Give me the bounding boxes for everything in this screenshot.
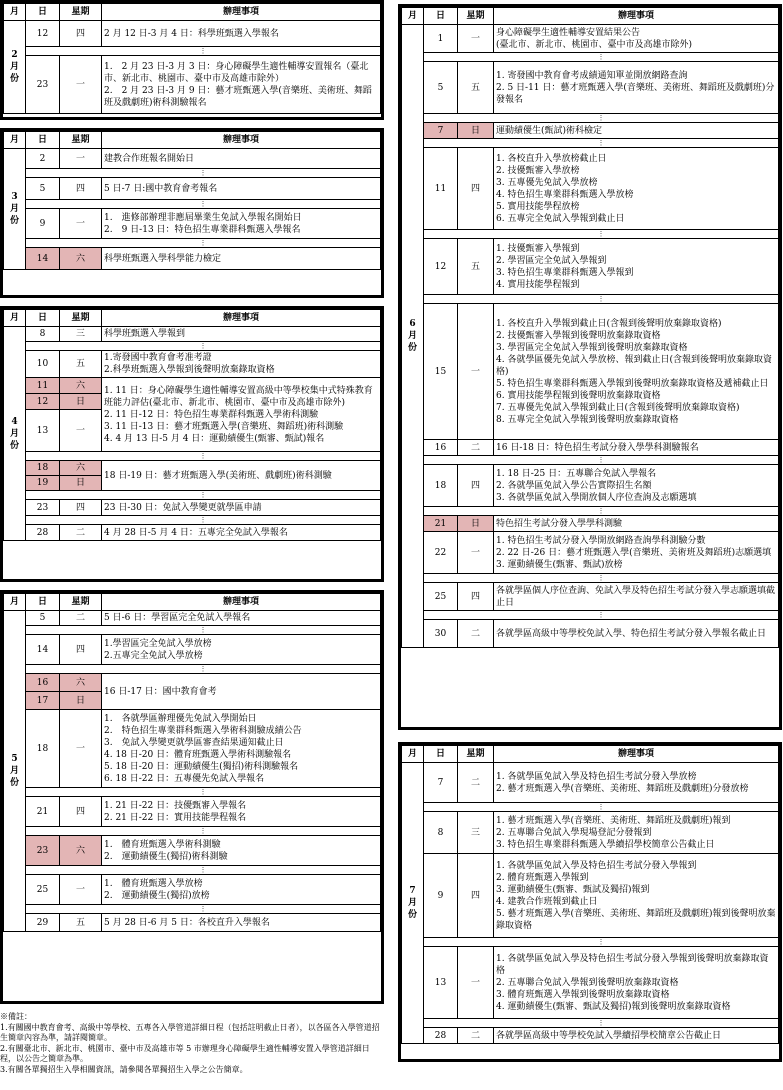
header-day: 日	[424, 746, 458, 763]
event-item: 2. 運動績優生(獨招)放榜	[104, 890, 210, 901]
date-cell: 9	[424, 854, 458, 938]
event-item: 3. 體育班甄選入學報到後聲明放棄錄取資格	[496, 989, 670, 1000]
event-item: 4. 18 日-20 日：體育班甄選入學術科測驗報名	[104, 749, 292, 760]
weekday-cell: 三	[60, 327, 102, 342]
remark-item: 1.有關國中教育會考、高級中等學校、五專各入學管道詳細日程（包括註明截止日者），以各區各入學管道招生簡章內容為準，請詳閱簡章。	[0, 1022, 380, 1042]
event-cell	[494, 465, 779, 507]
event-item: 2. 學習區完全免試入學報到	[496, 255, 607, 266]
weekday-cell: 日	[60, 394, 102, 410]
event-cell: 2 月 12 日-3 月 4 日：科學班甄選入學報名	[102, 21, 381, 47]
event-item: 5. 18 日-20 日：運動績優生(獨招)術科測驗報名	[104, 761, 299, 772]
weekday-cell: 一	[60, 710, 102, 788]
month-label: 3 月 份	[4, 149, 26, 270]
event-item: 1. 各就學區免試入學及特色招生考試分發入學報到後聲明放棄錄取資格	[496, 953, 769, 976]
event-item: 1. 各就學區免試入學及特色招生考試分發入學放榜	[496, 771, 697, 782]
header-month: 月	[4, 132, 26, 149]
weekday-cell: 四	[458, 854, 494, 938]
march-table	[0, 128, 384, 298]
weekday-cell: 五	[60, 351, 102, 378]
ellipsis-row: ⋮	[26, 827, 381, 836]
date-cell: 17	[26, 692, 60, 710]
ellipsis-row: ⋮	[26, 516, 381, 525]
header-month: 月	[402, 746, 424, 763]
event-cell: 4 月 28 日-5 月 4 日：五專完全免試入學報名	[102, 525, 381, 541]
june-table	[398, 4, 782, 730]
event-item: 4. 建教合作班報到截止日	[496, 896, 598, 907]
date-cell: 25	[424, 583, 458, 611]
event-item: 1. 寄發國中教育會考成績通知單並開放網路查詢	[496, 70, 688, 81]
date-cell: 22	[424, 532, 458, 574]
event-item: 3. 運動績優生(甄審、甄試)放榜	[496, 559, 623, 570]
weekday-cell: 二	[60, 525, 102, 541]
weekday-cell: 二	[458, 763, 494, 803]
header-items: 辦理事項	[102, 310, 381, 327]
event-item: 4. 實用技能學程報到	[496, 279, 580, 290]
date-cell: 23	[26, 836, 60, 866]
event-item: 1. 體育班甄選入學放榜	[104, 878, 203, 889]
event-cell	[102, 797, 381, 827]
weekday-cell: 四	[60, 635, 102, 665]
weekday-cell: 六	[60, 378, 102, 394]
date-cell: 5	[424, 62, 458, 114]
event-item: 3. 五專優先免試入學放榜	[496, 177, 598, 188]
header-day: 日	[26, 310, 60, 327]
event-item: 2. 11 日-12 日：特色招生專業群科甄選入學術科測驗	[104, 409, 319, 420]
event-cell: 23 日-30 日：免試入學變更就學區申請	[102, 500, 381, 516]
date-cell: 18	[26, 461, 60, 476]
header-weekday: 星期	[458, 746, 494, 763]
weekday-cell: 日	[60, 692, 102, 710]
ellipsis-row: ⋮	[26, 626, 381, 635]
february-table	[0, 0, 384, 120]
header-weekday: 星期	[60, 310, 102, 327]
ellipsis-row: ⋮	[424, 1019, 779, 1028]
event-item: 2. 22 日-26 日：藝才班甄選入學(音樂班、美術班及舞蹈班)志願選填	[496, 547, 772, 558]
event-item: 7. 五專優先免試入學報到截止日(含報到後聲明放棄錄取資格)	[496, 402, 740, 413]
weekday-cell: 一	[458, 532, 494, 574]
weekday-cell: 五	[458, 62, 494, 114]
weekday-cell: 日	[60, 476, 102, 491]
event-cell	[494, 854, 779, 938]
weekday-cell: 一	[60, 56, 102, 114]
ellipsis-row: ⋮	[424, 139, 779, 148]
event-item: 1.學習區完全免試入學放榜	[104, 638, 212, 649]
date-cell: 23	[26, 500, 60, 516]
ellipsis-row: ⋮	[26, 491, 381, 500]
event-cell: 5 月 28 日-6 月 5 日：各校直升入學報名	[102, 914, 381, 932]
ellipsis-row: ⋮	[26, 342, 381, 351]
date-cell: 7	[424, 763, 458, 803]
weekday-cell: 四	[60, 500, 102, 516]
month-label: 7 月 份	[402, 763, 424, 1044]
header-day: 日	[26, 4, 60, 21]
date-cell: 18	[26, 710, 60, 788]
event-cell: 16 日-17 日：國中教育會考	[102, 674, 381, 710]
event-item: 2. 五專聯合免試入學現場登記分發報到	[496, 827, 652, 838]
date-cell: 11	[26, 378, 60, 394]
event-cell: 建教合作班報名開始日	[102, 149, 381, 169]
event-item: 8. 五專完全免試入學報到後聲明放棄錄取資格	[496, 414, 679, 425]
event-item: 4. 運動績優生(甄審、甄試及獨招)報到後聲明放棄錄取資格	[496, 1001, 731, 1012]
weekday-cell: 一	[458, 25, 494, 53]
weekday-cell: 四	[458, 148, 494, 230]
remarks	[0, 1012, 384, 1075]
event-item: 5. 實用技能學程放榜	[496, 201, 580, 212]
header-items: 辦理事項	[494, 8, 779, 25]
event-item: 1. 體育班甄選入學術科測驗	[104, 839, 221, 850]
event-item: 4. 各就學區優先免試入學放榜、報到截止日(含報到後聲明放棄錄取資格)	[496, 354, 772, 377]
weekday-cell: 一	[458, 947, 494, 1019]
date-cell: 9	[26, 209, 60, 239]
event-item: 2. 各就學區免試入學公告實際招生名額	[496, 480, 652, 491]
date-cell: 28	[26, 525, 60, 541]
event-cell: 16 日-18 日：特色招生考試分發入學學科測驗報名	[494, 440, 779, 456]
event-item: 1. 各校直升入學放榜截止日	[496, 153, 607, 164]
event-cell: 5 日-6 日：學習區完全免試入學報名	[102, 611, 381, 626]
event-item: 1. 2 月 23 日-3 月 3 日：身心障礙學生適性輔導安置報名（臺北市、新北市、桃園市、臺中市及高雄市除外）	[104, 61, 369, 84]
weekday-cell: 六	[60, 248, 102, 270]
event-cell: 科學班甄選入學科學能力檢定	[102, 248, 381, 270]
month-label: 5 月 份	[4, 611, 26, 932]
event-cell	[102, 378, 381, 452]
weekday-cell: 四	[458, 465, 494, 507]
date-cell: 21	[424, 516, 458, 532]
event-cell	[494, 812, 779, 854]
event-cell: 運動績優生(甄試)術科檢定	[494, 123, 779, 139]
weekday-cell: 日	[458, 123, 494, 139]
header-items: 辦理事項	[102, 132, 381, 149]
ellipsis-row: ⋮	[424, 803, 779, 812]
event-item: 3. 學習區完全免試入學報到後聲明放棄錄取資格	[496, 342, 688, 353]
ellipsis-row: ⋮	[26, 47, 381, 56]
header-weekday: 星期	[60, 4, 102, 21]
ellipsis-row: ⋮	[26, 866, 381, 875]
event-cell: 特色招生考試分發入學學科測驗	[494, 516, 779, 532]
event-cell	[102, 710, 381, 788]
event-item: 3. 免試入學變更就學區審查結果通知截止日	[104, 737, 284, 748]
date-cell: 21	[26, 797, 60, 827]
ellipsis-row: ⋮	[26, 788, 381, 797]
event-item: 2. 技優甄審入學報到後聲明放棄錄取資格	[496, 330, 661, 341]
april-table	[0, 306, 384, 582]
event-item: 1. 技優甄審入學報到	[496, 243, 580, 254]
ellipsis-row: ⋮	[26, 665, 381, 674]
event-item: 1. 11 日：身心障礙學生適性輔導安置高級中等學校集中式特殊教育班能力評估(臺北市、新北市、桃園市、臺中市及高雄市除外)	[104, 385, 373, 408]
ellipsis-row: ⋮	[26, 452, 381, 461]
date-cell: 2	[26, 149, 60, 169]
event-cell: 18 日-19 日：藝才班甄選入學(美術班、戲劇班)術科測驗	[102, 461, 381, 491]
header-items: 辦理事項	[102, 594, 381, 611]
header-day: 日	[26, 132, 60, 149]
weekday-cell: 一	[60, 209, 102, 239]
event-item: 1. 21 日-22 日：技優甄審入學報名	[104, 800, 247, 811]
event-item: 2. 體育班甄選入學報到	[496, 872, 589, 883]
weekday-cell: 一	[458, 304, 494, 440]
event-item: 6. 實用技能學程報到後聲明放棄錄取資格	[496, 390, 661, 401]
header-items: 辦理事項	[102, 4, 381, 21]
date-cell: 13	[26, 410, 60, 452]
event-item: 2. 5 日-11 日：藝才班甄選入學(音樂班、美術班、舞蹈班及戲劇班)分發報名	[496, 82, 775, 105]
header-month: 月	[4, 4, 26, 21]
weekday-cell: 一	[60, 875, 102, 905]
event-cell	[102, 56, 381, 114]
event-cell	[102, 875, 381, 905]
event-item: 6. 18 日-22 日：五專優先免試入學報名	[104, 773, 265, 784]
weekday-cell: 四	[458, 583, 494, 611]
event-cell	[102, 836, 381, 866]
date-cell: 19	[26, 476, 60, 491]
event-item: 2.五專完全免試入學放榜	[104, 650, 203, 661]
event-cell	[494, 62, 779, 114]
event-cell	[494, 763, 779, 803]
event-cell	[494, 947, 779, 1019]
weekday-cell: 四	[60, 178, 102, 200]
event-cell	[494, 304, 779, 440]
date-cell: 30	[424, 620, 458, 648]
date-cell: 12	[26, 21, 60, 47]
event-item: 2. 五專聯合免試入學報到後聲明放棄錄取資格	[496, 977, 679, 988]
event-cell: 各就學區個人序位查詢、免試入學及特色招生考試分發入學志願選填截止日	[494, 583, 779, 611]
event-item: 2. 運動績優生(獨招)術科測驗	[104, 851, 228, 862]
header-month: 月	[4, 310, 26, 327]
event-item: 2. 特色招生專業群科甄選入學術科測驗成績公告	[104, 725, 302, 736]
event-cell	[494, 148, 779, 230]
weekday-cell: 三	[458, 812, 494, 854]
event-item: 2. 9 日-13 日：特色招生專業群科甄選入學報名	[104, 224, 301, 235]
weekday-cell: 二	[458, 1028, 494, 1044]
ellipsis-row: ⋮	[26, 200, 381, 209]
date-cell: 29	[26, 914, 60, 932]
event-item: 1. 18 日-25 日：五專聯合免試入學報名	[496, 468, 657, 479]
date-cell: 23	[26, 56, 60, 114]
may-table	[0, 590, 384, 1004]
weekday-cell: 四	[60, 21, 102, 47]
event-item: (臺北市、新北市、桃園市、臺中市及高雄市除外)	[496, 39, 693, 50]
date-cell: 5	[26, 178, 60, 200]
date-cell: 14	[26, 248, 60, 270]
date-cell: 7	[424, 123, 458, 139]
weekday-cell: 一	[60, 410, 102, 452]
date-cell: 12	[424, 239, 458, 295]
event-item: 1.寄發國中教育會考准考證	[104, 353, 212, 363]
event-item: 5. 藝才班甄選入學(音樂班、美術班、舞蹈班及戲劇班)報到後聲明放棄錄取資格	[496, 908, 776, 931]
ellipsis-row: ⋮	[424, 230, 779, 239]
event-item: 3. 特色招生專業群科甄選入學續招學校簡章公告截止日	[496, 839, 715, 850]
remarks-title: ※備註：	[0, 1012, 32, 1021]
date-cell: 15	[424, 304, 458, 440]
weekday-cell: 六	[60, 461, 102, 476]
ellipsis-row: ⋮	[424, 53, 779, 62]
date-cell: 8	[424, 812, 458, 854]
event-item: 1. 各就學區免試入學及特色招生考試分發入學報到	[496, 860, 697, 871]
ellipsis-row: ⋮	[424, 611, 779, 620]
header-items: 辦理事項	[494, 746, 779, 763]
weekday-cell: 日	[458, 516, 494, 532]
header-weekday: 星期	[60, 132, 102, 149]
date-cell: 12	[26, 394, 60, 410]
ellipsis-row: ⋮	[424, 295, 779, 304]
july-table	[398, 742, 782, 1062]
event-cell	[102, 209, 381, 239]
event-cell	[102, 351, 381, 378]
date-cell: 8	[26, 327, 60, 342]
date-cell: 5	[26, 611, 60, 626]
ellipsis-row: ⋮	[424, 574, 779, 583]
event-cell: 各就學區高級中等學校免試入學續招學校簡章公告截止日	[494, 1028, 779, 1044]
event-item: 4. 4 月 13 日-5 月 4 日：運動績優生(甄審、甄試)報名	[104, 433, 325, 444]
date-cell: 16	[424, 440, 458, 456]
weekday-cell: 二	[458, 620, 494, 648]
header-weekday: 星期	[458, 8, 494, 25]
date-cell: 13	[424, 947, 458, 1019]
event-item: 2.科學班甄選入學報到後聲明放棄錄取資格	[104, 365, 275, 375]
header-weekday: 星期	[60, 594, 102, 611]
event-cell: 各就學區高級中等學校免試入學、特色招生考試分發入學報名截止日	[494, 620, 779, 648]
ellipsis-row: ⋮	[26, 169, 381, 178]
weekday-cell: 五	[458, 239, 494, 295]
event-item: 2. 藝才班甄選入學(音樂班、美術班、舞蹈班及戲劇班)分發放榜	[496, 783, 749, 794]
weekday-cell: 二	[60, 611, 102, 626]
month-label: 4 月 份	[4, 327, 26, 541]
event-item: 1. 進修部辦理非應屆畢業生免試入學報名開始日	[104, 212, 302, 223]
ellipsis-row: ⋮	[424, 114, 779, 123]
ellipsis-row: ⋮	[26, 239, 381, 248]
event-item: 3. 特色招生專業群科甄選入學報到	[496, 267, 634, 278]
event-item: 4. 特色招生專業群科甄選入學放榜	[496, 189, 634, 200]
header-month: 月	[4, 594, 26, 611]
event-item: 1. 各就學區辦理優先免試入學開始日	[104, 713, 257, 724]
month-label: 6 月 份	[402, 25, 424, 648]
event-item: 1. 各校直升入學報到截止日(含報到後聲明放棄錄取資格)	[496, 318, 722, 329]
date-cell: 10	[26, 351, 60, 378]
event-item: 身心障礙學生適性輔導安置結果公告	[496, 27, 641, 38]
event-item: 3. 運動績優生(甄審、甄試及獨招)報到	[496, 884, 650, 895]
weekday-cell: 四	[60, 797, 102, 827]
ellipsis-row: ⋮	[26, 905, 381, 914]
event-item: 6. 五專完全免試入學報到截止日	[496, 213, 625, 224]
weekday-cell: 二	[458, 440, 494, 456]
event-item: 2. 2 月 23 日-3 月 9 日：藝才班甄選入學(音樂班、美術班、舞蹈班及戲劇班)術科測驗報名	[104, 85, 372, 108]
event-cell	[102, 635, 381, 665]
event-cell	[494, 532, 779, 574]
weekday-cell: 六	[60, 674, 102, 692]
event-item: 3. 各就學區免試入學開放個人序位查詢及志願選填	[496, 492, 697, 503]
event-item: 1. 藝才班甄選入學(音樂班、美術班、舞蹈班及戲劇班)報到	[496, 815, 731, 826]
ellipsis-row: ⋮	[424, 456, 779, 465]
event-cell	[494, 239, 779, 295]
header-month: 月	[402, 8, 424, 25]
date-cell: 16	[26, 674, 60, 692]
event-cell: 5 日-7 日:國中教育會考報名	[102, 178, 381, 200]
event-cell	[494, 25, 779, 53]
date-cell: 1	[424, 25, 458, 53]
ellipsis-row: ⋮	[424, 938, 779, 947]
event-item: 5. 特色招生專業群科甄選入學報到後聲明放棄錄取資格及遞補截止日	[496, 378, 769, 389]
event-item: 3. 11 日-13 日：藝才班甄選入學(音樂班、舞蹈班)術科測驗	[104, 421, 344, 432]
weekday-cell: 五	[60, 914, 102, 932]
date-cell: 25	[26, 875, 60, 905]
weekday-cell: 一	[60, 149, 102, 169]
weekday-cell: 六	[60, 836, 102, 866]
event-cell: 科學班甄選入學報到	[102, 327, 381, 342]
event-item: 1. 特色招生考試分發入學開放網路查詢學科測驗分數	[496, 535, 706, 546]
ellipsis-row: ⋮	[424, 507, 779, 516]
remark-item: 2.有關臺北市、新北市、桃園市、臺中市及高雄市等 5 市辦理身心障礙學生適性輔導安置入學管道詳細日程，以公告之簡章為準。	[0, 1043, 370, 1063]
remark-item: 3.有關各單獨招生入學相關資訊，請參閱各單獨招生入學之公告簡章。	[0, 1064, 248, 1074]
header-day: 日	[424, 8, 458, 25]
month-label: 2 月 份	[4, 21, 26, 114]
event-item: 2. 技優甄審入學放榜	[496, 165, 580, 176]
header-day: 日	[26, 594, 60, 611]
date-cell: 11	[424, 148, 458, 230]
date-cell: 18	[424, 465, 458, 507]
date-cell: 14	[26, 635, 60, 665]
date-cell: 28	[424, 1028, 458, 1044]
event-item: 2. 21 日-22 日：實用技能學程報名	[104, 812, 247, 823]
